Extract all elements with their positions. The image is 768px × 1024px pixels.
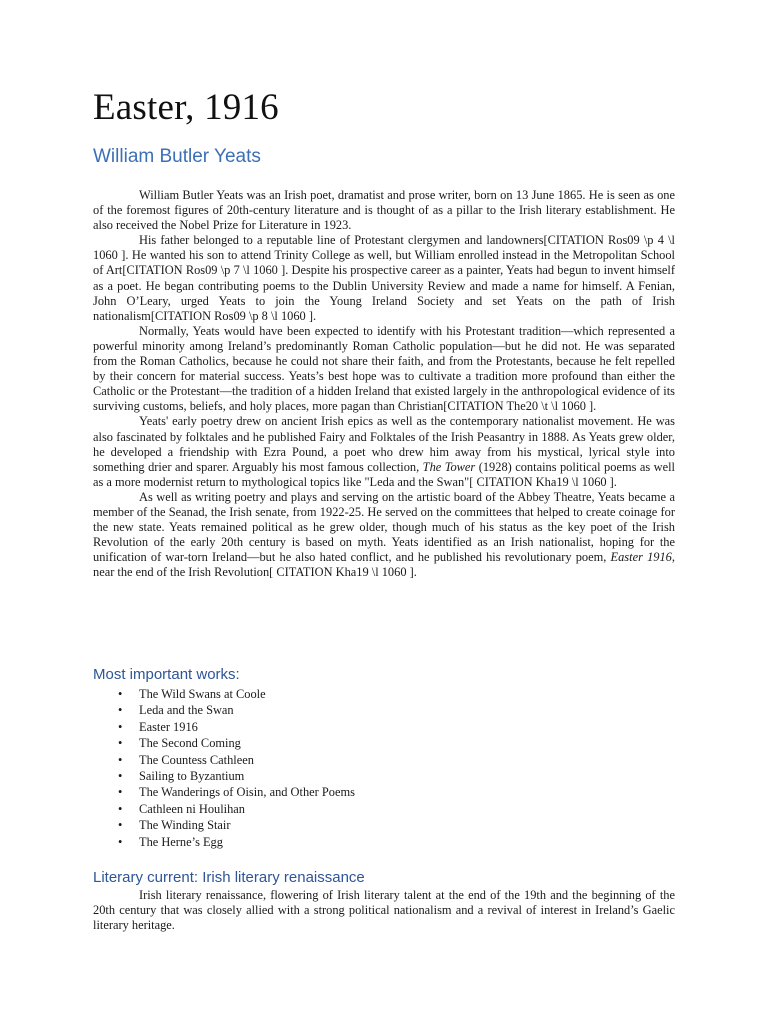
list-item: • The Second Coming: [93, 735, 355, 751]
biography-section: [93, 188, 675, 580]
list-item: • The Winding Stair: [93, 817, 355, 833]
bio-p5-text-end: , near the end of the Irish Revolution[ CITATION Kha19 \l 1060 ].: [93, 550, 675, 580]
list-item: • The Countess Cathleen: [93, 752, 355, 768]
book-title-the-tower: The Tower: [422, 459, 476, 474]
bio-paragraph-4: [93, 414, 675, 489]
works-list: [93, 686, 355, 850]
document-title: Easter, 1916: [93, 87, 279, 128]
literary-current-section: [93, 888, 675, 933]
list-item: • The Wanderings of Oisin, and Other Poems: [93, 784, 355, 800]
poem-title-easter-1916: Easter 1916: [610, 550, 672, 565]
bio-paragraph-2: His father belonged to a reputable line of Protestant clergymen and landowners[CITATION Ros09 \p 4 \l 1060 ]. He wanted his son to attend Trinity College as well, but William enrolled instead in the Metropolitan School of Art[CITATION Ros09 \p 7 \l 1060 ]. Despite his prospective career as a painter, Yeats had begun to invent himself as a poet. He began contributing poems to the Dublin University Review and made a name for himself. A Fenian, John O’Leary, urged Yeats to join the Young Ireland Society and set Yeats on the path of Irish nationalism[CITATION Ros09 \p 8 \l 1060 ].: [93, 233, 675, 323]
bio-p4-text-end: (1928) contains political poems as well as a more modernist return to mythological topics like "Leda and the Swan"[ CITATION Kha19 \l 1060 ].: [93, 459, 675, 489]
list-item: • Cathleen ni Houlihan: [93, 801, 355, 817]
list-item: • Leda and the Swan: [93, 702, 355, 718]
bio-p4-text-start: Yeats' early poetry drew on ancient Irish epics as well as the contemporary nationalist movement. He was also fascinated by folktales and he published Fairy and Folktales of the Irish Peasantry in 1888. As Yeats grew older, he developed a friendship with Ezra Pound, a poet who drew him away from his mystical, lyrical style into something drier and sparer. Arguably his most famous collection,: [93, 414, 675, 474]
list-item: • The Wild Swans at Coole: [93, 686, 355, 702]
author-heading: William Butler Yeats: [93, 146, 261, 167]
list-item: • Sailing to Byzantium: [93, 768, 355, 784]
bio-paragraph-3: Normally, Yeats would have been expected to identify with his Protestant tradition—which represented a powerful minority among Ireland’s predominantly Roman Catholic population—but he did not. He was separated from the Roman Catholics, because he could not share their faith, and from the Protestants, because he felt repelled by their concern for material success. Yeats’s best hope was to cultivate a tradition more profound than either the Catholic or the Protestant—the tradition of a hidden Ireland that existed largely in the anthropological evidence of its surviving customs, beliefs, and holy places, more pagan than Christian[CITATION The20 \t \l 1060 ].: [93, 323, 675, 414]
bio-paragraph-1: William Butler Yeats was an Irish poet, dramatist and prose writer, born on 13 June 1865. He is seen as one of the foremost figures of 20th-century literature and is thought of as a pillar to the Irish literary establishment. He also received the Nobel Prize for Literature in 1923.: [93, 188, 675, 233]
bio-paragraph-5: [93, 490, 675, 581]
literary-current-paragraph: Irish literary renaissance, flowering of Irish literary talent at the end of the 19th and the beginning of the 20th century that was closely allied with a strong political nationalism and a revival of interest in Ireland’s Gaelic literary heritage.: [93, 888, 675, 933]
bio-p5-text-start: As well as writing poetry and plays and serving on the artistic board of the Abbey Theatre, Yeats became a member of the Seanad, the Irish senate, from 1922-25. He served on the committees that helped to create coinage for the new state. Yeats remained political as he grew older, though much of his status as the key poet of the Irish Revolution of the early 20th century is based on myth. Yeats identified as an Irish nationalist, hoping for the unification of war-torn Ireland—but he also hated conflict, and he published his revolutionary poem,: [93, 489, 675, 565]
works-heading: Most important works:: [93, 666, 240, 683]
literary-current-heading: Literary current: Irish literary renaissance: [93, 869, 365, 886]
list-item: • Easter 1916: [93, 719, 355, 735]
list-item: • The Herne’s Egg: [93, 834, 355, 850]
